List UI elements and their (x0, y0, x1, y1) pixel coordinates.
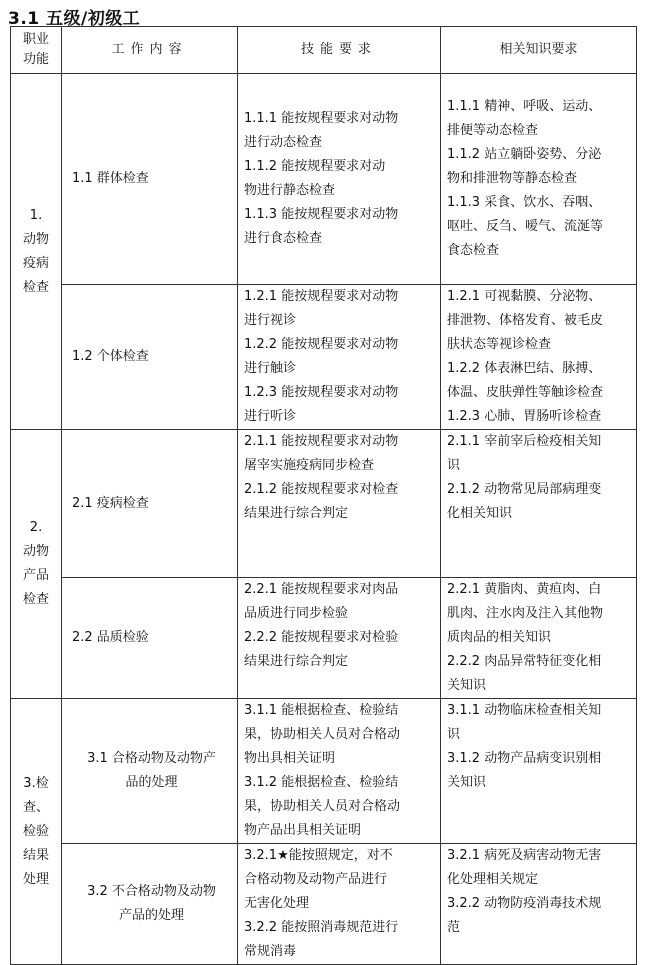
skill-line: 进行食态检查 (244, 231, 323, 246)
knowledge-cell (441, 578, 637, 699)
knowledge-line: 肤状态等视诊检查 (447, 337, 552, 352)
knowledge-line: 范 (447, 920, 461, 935)
knowledge-line: 排便等动态检查 (447, 123, 539, 138)
function-label-line: 疫病 (22, 255, 49, 271)
function-label-line: 3.检 (23, 775, 49, 791)
skill-line: 结果进行综合判定 (244, 506, 349, 521)
function-label-line: 2. (29, 520, 43, 535)
knowledge-line: 3.1.2 动物产品病变识别相 (447, 751, 602, 766)
header-skills: 技能要求 (238, 27, 441, 74)
work-content-text: 2.2 品质检验 (72, 630, 149, 645)
header-content: 工作内容 (62, 27, 238, 74)
function-label-line: 检验 (22, 823, 49, 839)
table-header-row (11, 27, 637, 74)
work-content-text: 3.2 不合格动物及动物 (87, 884, 216, 899)
skill-line: 结果进行综合判定 (244, 654, 349, 669)
skill-line: 物出具相关证明 (244, 751, 336, 766)
header-knowledge: 相关知识要求 (441, 27, 637, 74)
knowledge-line: 3.1.1 动物临床检查相关知 (447, 703, 602, 718)
skill-line: 品质进行同步检验 (244, 606, 349, 621)
knowledge-line: 1.1.3 采食、饮水、吞咽、 (447, 195, 602, 210)
skill-line: 1.2.3 能按规程要求对动物 (244, 385, 399, 400)
skill-line: 屠宰实施疫病同步检查 (244, 458, 375, 473)
function-label-line: 动物 (22, 231, 49, 247)
skill-line: 物进行静态检查 (244, 183, 336, 198)
work-content-cell (62, 699, 238, 844)
skill-line: 3.1.2 能根据检查、检验结 (244, 775, 399, 790)
header-function (11, 27, 62, 74)
skill-line: 进行触诊 (244, 361, 297, 376)
work-content-text: 2.1 疫病检查 (72, 495, 149, 511)
skills-cell (238, 578, 441, 699)
function-label-line: 1. (29, 207, 43, 223)
skill-line: 果，协助相关人员对合格动 (244, 799, 401, 814)
work-content-text: 1.1 群体检查 (72, 171, 149, 186)
function-label-line: 检查 (22, 592, 49, 607)
work-content-cell (62, 578, 238, 699)
skill-line: 2.1.2 能按规程要求对检查 (244, 482, 399, 497)
work-content-text: 1.2 个体检查 (72, 349, 149, 364)
skills-cell (238, 285, 441, 430)
knowledge-line: 关知识 (447, 775, 487, 790)
knowledge-line: 识 (447, 727, 461, 742)
table-row (11, 430, 637, 578)
skill-line: 1.2.1 能按规程要求对动物 (244, 289, 399, 304)
knowledge-line: 1.2.2 体表淋巴结、脉搏、 (447, 361, 602, 376)
table-row (11, 699, 637, 844)
skill-line: 进行视诊 (244, 313, 297, 328)
knowledge-line: 3.2.2 动物防疫消毒技术规 (447, 896, 602, 911)
function-label-line: 动物 (22, 544, 49, 559)
skill-line: 1.2.2 能按规程要求对动物 (244, 337, 399, 352)
skill-line: 进行动态检查 (244, 135, 323, 150)
skill-line: 果，协助相关人员对合格动 (244, 727, 401, 742)
skill-line: 2.1.1 能按规程要求对动物 (244, 434, 399, 449)
table-row (11, 285, 637, 430)
knowledge-line: 1.2.1 可视黏膜、分泌物、 (447, 289, 602, 304)
function-cell (11, 430, 62, 699)
function-cell (11, 699, 62, 965)
knowledge-line: 关知识 (447, 678, 487, 693)
skills-cell (238, 74, 441, 285)
knowledge-cell (441, 699, 637, 844)
skills-cell (238, 699, 441, 844)
knowledge-line: 物和排泄物等静态检查 (447, 171, 578, 186)
knowledge-line: 1.2.3 心肺、胃肠听诊检查 (447, 409, 602, 424)
knowledge-cell (441, 285, 637, 430)
skill-line: 3.2.2 能按照消毒规范进行 (244, 920, 399, 935)
knowledge-line: 食态检查 (447, 243, 500, 258)
knowledge-line: 2.1.2 动物常见局部病理变 (447, 482, 602, 497)
function-label-line: 查、 (22, 799, 49, 815)
work-content-text: 品的处理 (125, 775, 178, 790)
skill-line: 3.2.1★能按照规定，对不 (244, 848, 393, 863)
work-content-cell (62, 430, 238, 578)
knowledge-cell (441, 844, 637, 965)
skill-line: 进行听诊 (244, 409, 297, 424)
skill-line: 1.1.2 能按规程要求对动 (244, 159, 386, 174)
work-content-cell (62, 74, 238, 285)
knowledge-line: 识 (447, 458, 461, 473)
knowledge-line: 呕吐、反刍、嗳气、流涎等 (447, 219, 604, 234)
knowledge-line: 2.2.2 肉品异常特征变化相 (447, 654, 602, 669)
knowledge-line: 1.1.2 站立躺卧姿势、分泌 (447, 147, 602, 162)
skill-line: 物产品出具相关证明 (244, 823, 362, 838)
knowledge-line: 1.1.1 精神、呼吸、运动、 (447, 99, 602, 114)
skill-line: 合格动物及动物产品进行 (244, 872, 388, 887)
skills-cell (238, 844, 441, 965)
knowledge-line: 3.2.1 病死及病害动物无害 (447, 848, 602, 863)
knowledge-line: 肌肉、注水肉及注入其他物 (447, 606, 604, 621)
knowledge-line: 化处理相关规定 (447, 872, 539, 887)
section-title: 3.1 五级/初级工 (8, 9, 141, 29)
knowledge-line: 排泄物、体格发育、被毛皮 (447, 313, 604, 328)
knowledge-cell (441, 430, 637, 578)
skill-line: 常规消毒 (244, 944, 297, 959)
skills-cell (238, 430, 441, 578)
work-content-cell (62, 285, 238, 430)
function-label-line: 检查 (22, 279, 49, 295)
skills-table (10, 26, 637, 965)
skill-line: 1.1.1 能按规程要求对动物 (244, 111, 399, 126)
work-content-text: 产品的处理 (118, 908, 184, 923)
knowledge-line: 质肉品的相关知识 (447, 630, 552, 645)
function-label-line: 产品 (22, 568, 49, 583)
skill-line: 2.2.1 能按规程要求对肉品 (244, 582, 399, 597)
function-label-line: 处理 (22, 871, 49, 887)
knowledge-line: 化相关知识 (447, 506, 513, 521)
function-cell (11, 74, 62, 430)
table-row (11, 74, 637, 285)
work-content-cell (62, 844, 238, 965)
skill-line: 1.1.3 能按规程要求对动物 (244, 207, 399, 222)
knowledge-line: 2.1.1 宰前宰后检疫相关知 (447, 434, 602, 449)
knowledge-line: 2.2.1 黄脂肉、黄疸肉、白 (447, 582, 602, 597)
skill-line: 无害化处理 (244, 896, 310, 911)
skill-line: 3.1.1 能根据检查、检验结 (244, 703, 399, 718)
knowledge-line: 体温、皮肤弹性等触诊检查 (447, 385, 604, 400)
header-function-line: 职业 (22, 32, 49, 47)
table-row (11, 844, 637, 965)
knowledge-cell (441, 74, 637, 285)
function-label-line: 结果 (22, 847, 49, 863)
work-content-text: 3.1 合格动物及动物产 (87, 751, 216, 766)
skill-line: 2.2.2 能按规程要求对检验 (244, 630, 399, 645)
table-row (11, 578, 637, 699)
header-function-line: 功能 (22, 52, 49, 67)
